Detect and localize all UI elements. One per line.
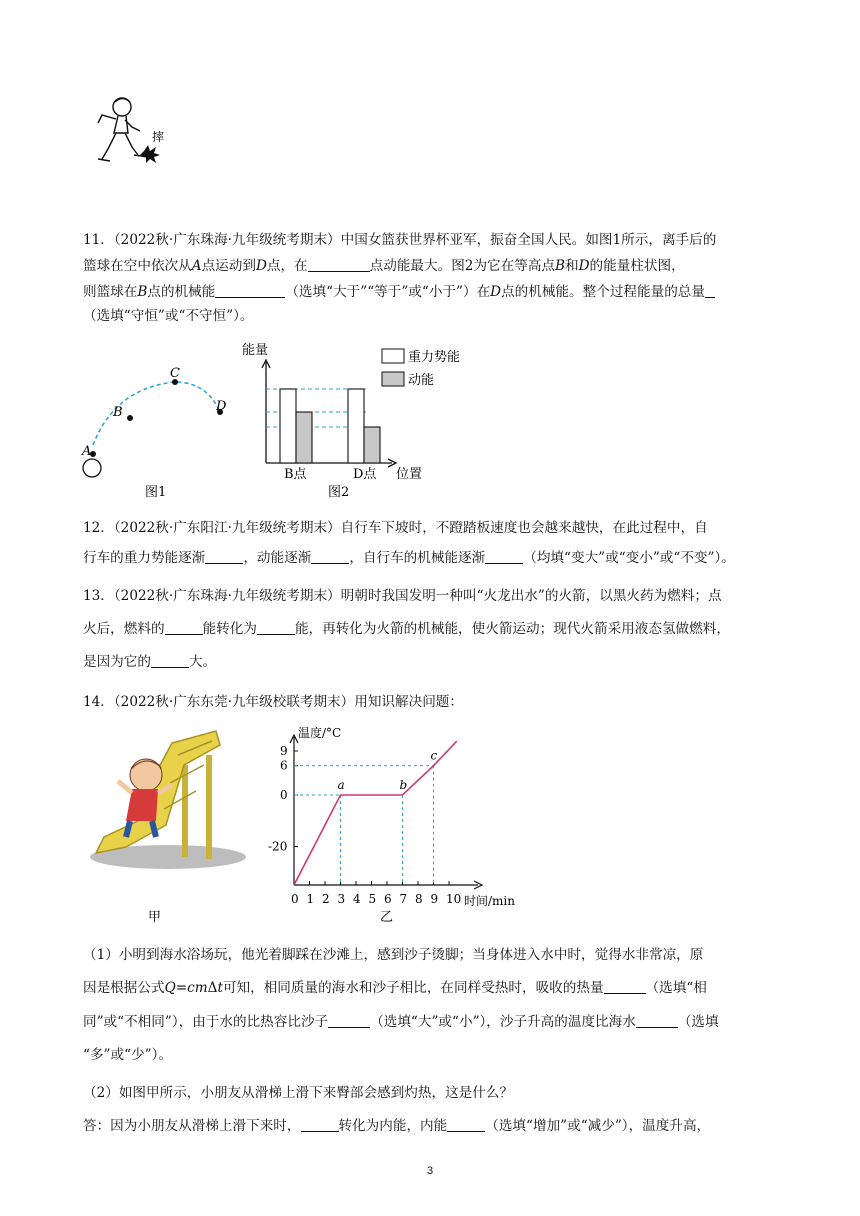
- x-axis-label: 时间/min: [464, 894, 515, 908]
- q13-line-3: 是因为它的 大。: [83, 654, 217, 670]
- y-tick-label: 9: [280, 744, 288, 758]
- q14-part1-line-2: 因是根据公式Q=cmΔt可知，相同质量的海水和沙子相比，在同样受热时，吸收的热量 （选填“相: [83, 980, 707, 996]
- q13-line-2: 火后，燃料的 能转化为 能，再转化为火箭的机械能，使火箭运动；现代火箭采用液态氢做燃料，: [83, 621, 730, 637]
- fig-jia-caption: 甲: [148, 910, 162, 925]
- fig2-energy-bar-chart: [240, 336, 480, 498]
- fig2-category-d: D点: [353, 467, 377, 482]
- point-d-label: D: [216, 399, 227, 414]
- legend-kinetic-swatch: [382, 372, 404, 386]
- x-tick-label: 4: [353, 892, 361, 906]
- fig-yi-temperature-chart: [268, 725, 530, 925]
- q11-line-3: 则篮球在B点的机械能 （选填“大于”“等于”或“小于”）在D点的机械能。整个过程能量的总量: [83, 282, 715, 302]
- bar-b-potential: [280, 389, 296, 463]
- x-tick-label: 5: [368, 892, 377, 906]
- point-a-label: A: [82, 444, 92, 459]
- fig2-x-label: 位置: [396, 467, 423, 482]
- q11-line-2: 篮球在空中依次从A点运动到D点，在 点动能最大。图2为它在等高点B和D的能量柱状图，: [83, 258, 685, 274]
- point-c-label: C: [170, 366, 180, 381]
- q14-part1-line-3: 同”或“不相同”），由于水的比热容比沙子 （选填“大”或“小”），沙子升高的温度比海水 （选填: [83, 1014, 719, 1030]
- x-tick-label: 3: [337, 892, 346, 906]
- fig1-caption: 图1: [145, 485, 167, 500]
- q13-line-1: 13．（2022秋·广东珠海·九年级统考期末）明朝时我国发明一种叫“火龙出水”的火箭，以黑火药为燃料；点: [83, 588, 722, 604]
- answer-blank[interactable]: [301, 1117, 339, 1132]
- point-label-a: a: [337, 778, 345, 792]
- q14-part1-line-1: （1）小明到海水浴场玩，他光着脚踩在沙滩上，感到沙子烫脚；当身体进入水中时，觉得水非常凉，原: [83, 947, 704, 963]
- stamp-label: 摔: [152, 130, 165, 144]
- fig1-basketball-path: [75, 360, 240, 500]
- y-tick-label: 0: [280, 788, 288, 802]
- fig2-category-b: B点: [284, 467, 307, 482]
- point-label-b: b: [399, 778, 408, 792]
- x-tick-label: 1: [306, 892, 315, 906]
- q14-part2-answer: 答：因为小朋友从滑梯上滑下来时， 转化为内能，内能 （选填“增加”或“减少”），温度升高，: [83, 1118, 711, 1134]
- q12-line-2: 行车的重力势能逐渐 ，动能逐渐 ，自行车的机械能逐渐 （均填“变大”或“变小”或“不变”）。: [83, 550, 735, 566]
- point-label-c: c: [430, 748, 438, 763]
- answer-blank[interactable]: [705, 283, 715, 298]
- fig-jia-slide: [86, 725, 256, 925]
- answer-blank[interactable]: [257, 620, 295, 635]
- answer-blank[interactable]: [447, 1117, 485, 1132]
- answer-blank[interactable]: [604, 979, 646, 994]
- fig2-caption: 图2: [328, 485, 350, 498]
- y-axis-label: 温度/°C: [298, 726, 342, 740]
- q11-line-1: 11．（2022秋·广东珠海·九年级统考期末）中国女篮获世界杯亚军，振奋全国人民。如图1所示，离手后的: [83, 232, 717, 248]
- answer-blank[interactable]: [311, 549, 349, 564]
- bar-d-kinetic: [364, 427, 380, 463]
- stamping-boy-figure: [88, 93, 178, 171]
- temperature-line: [294, 741, 457, 885]
- legend-kinetic-label: 动能: [408, 373, 435, 388]
- answer-blank[interactable]: [485, 549, 523, 564]
- fig2-y-label: 能量: [242, 343, 269, 358]
- point-b-label: B: [113, 405, 123, 420]
- fig-yi-caption: 乙: [380, 910, 394, 925]
- page-number: 3: [426, 1165, 434, 1177]
- y-tick-label: -20: [268, 839, 288, 854]
- q12-line-1: 12．（2022秋·广东阳江·九年级统考期末）自行车下坡时，不蹬踏板速度也会越来越快，在此过程中，自: [83, 520, 708, 536]
- x-tick-label: 2: [322, 892, 330, 906]
- bar-b-kinetic: [296, 412, 312, 463]
- answer-blank[interactable]: [151, 653, 189, 668]
- x-tick-label: 9: [430, 892, 439, 906]
- bar-d-potential: [348, 389, 364, 463]
- x-tick-label: 10: [446, 892, 462, 906]
- x-tick-label: 0: [291, 892, 299, 906]
- q11-line-4: （选填“守恒”或“不守恒”）。: [83, 308, 254, 324]
- legend-potential-label: 重力势能: [408, 350, 461, 365]
- answer-blank[interactable]: [165, 620, 203, 635]
- answer-blank[interactable]: [328, 1013, 370, 1028]
- answer-blank[interactable]: [205, 549, 243, 564]
- answer-blank[interactable]: [308, 257, 370, 272]
- x-tick-label: 8: [415, 892, 423, 906]
- x-tick-label: 7: [399, 892, 408, 906]
- q14-intro: 14．（2022秋·广东东莞·九年级校联考期末）用知识解决问题：: [83, 694, 463, 710]
- q14-part1-line-4: “多”或“少”）。: [83, 1047, 172, 1063]
- x-tick-label: 6: [384, 892, 392, 906]
- y-tick-label: 6: [280, 758, 288, 773]
- answer-blank[interactable]: [636, 1013, 678, 1028]
- q14-part2-question: （2）如图甲所示，小朋友从滑梯上滑下来臀部会感到灼热，这是什么？: [83, 1085, 514, 1101]
- answer-blank[interactable]: [215, 283, 285, 298]
- legend-potential-swatch: [382, 349, 404, 363]
